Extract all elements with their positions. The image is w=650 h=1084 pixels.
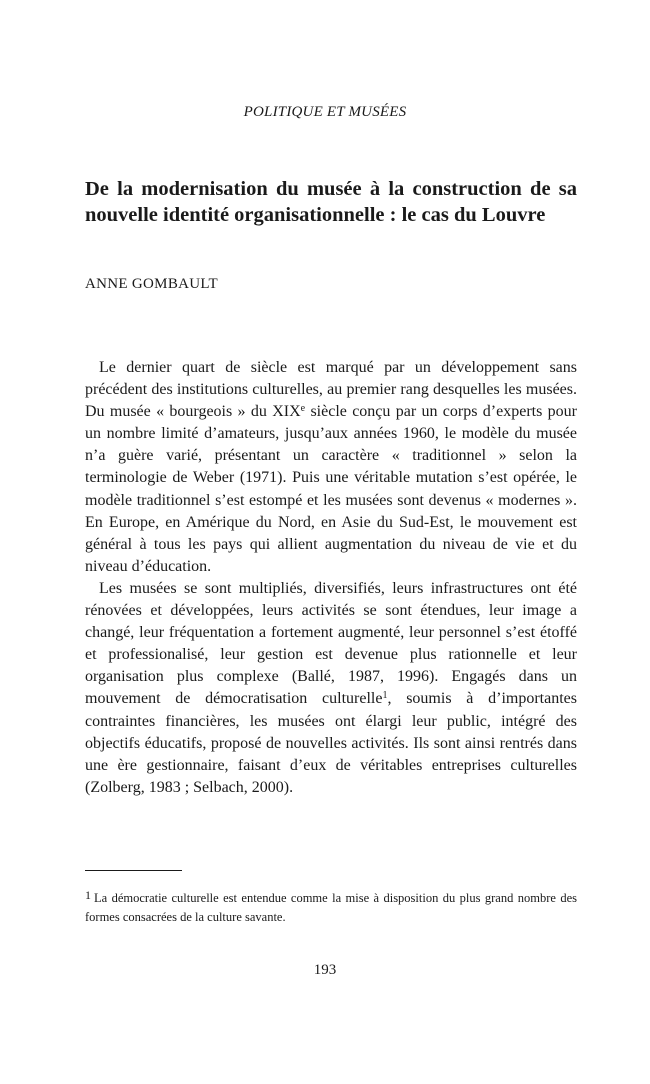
footnote-reference[interactable]: 1 [382,690,388,702]
paragraph-text: , soumis à d’importantes contraintes financières, les musées ont élargi leur public, intégré des objectifs éducatifs, proposé de nouvelles activités. Ils sont ainsi rentrés dans une ère gestionnaire, faisant d’eux de véritables entreprises culturelles (Zolberg, 1983 ; Selbach, 2000). [85,690,578,796]
footnote-marker: 1 [85,888,91,902]
running-header: POLITIQUE ET MUSÉES [243,104,407,120]
page-number: 193 [313,962,337,978]
century-superscript: e [300,403,306,415]
article-title: De la modernisation du musée à la construction de sa nouvelle identité organisationnelle : le cas du Louvre [85,178,577,226]
paragraph-text: Les musées se sont multipliés, diversifiés, leurs infrastructures ont été rénovées et développées, leurs activités se sont étendues, leur image a changé, leur fréquentation a fortement augmenté, leur personnel s’est étoffé et professionalisé, leur gestion est devenue plus rationnelle et leur organisation plus complexe (Ballé, 1987, 1996). Engagés dans un mouvement de démocratisation culturelle [85,579,577,708]
footnote-text: La démocratie culturelle est entendue comme la mise à disposition du plus grand nombre des formes consacrées de la culture savante. [85,891,577,924]
paragraph [85,578,577,799]
footnote [85,886,577,927]
footnote-divider [85,870,182,871]
body-text [85,357,577,799]
paragraph-text: siècle conçu par un corps d’experts pour un nombre limité d’amateurs, jusqu’aux années 1960, le modèle du musée n’a guère varié, présentant un caractère « traditionnel » selon la terminologie de Weber (1971). Puis une véritable mutation s’est opérée, le modèle traditionnel s’est estompé et les musées sont devenus « modernes ». En Europe, en Amérique du Nord, en Asie du Sud-Est, le mouvement est général à tous les pays qui allient augmentation du niveau de vie et du niveau d’éducation. [85,403,577,575]
author-name: ANNE GOMBAULT [85,276,218,292]
paragraph [85,357,577,578]
paragraph-text: Le dernier quart de siècle est marqué par un développement sans précédent des institutions culturelles, au premier rang desquelles les musées. Du musée « bourgeois » du XIX [85,359,577,421]
